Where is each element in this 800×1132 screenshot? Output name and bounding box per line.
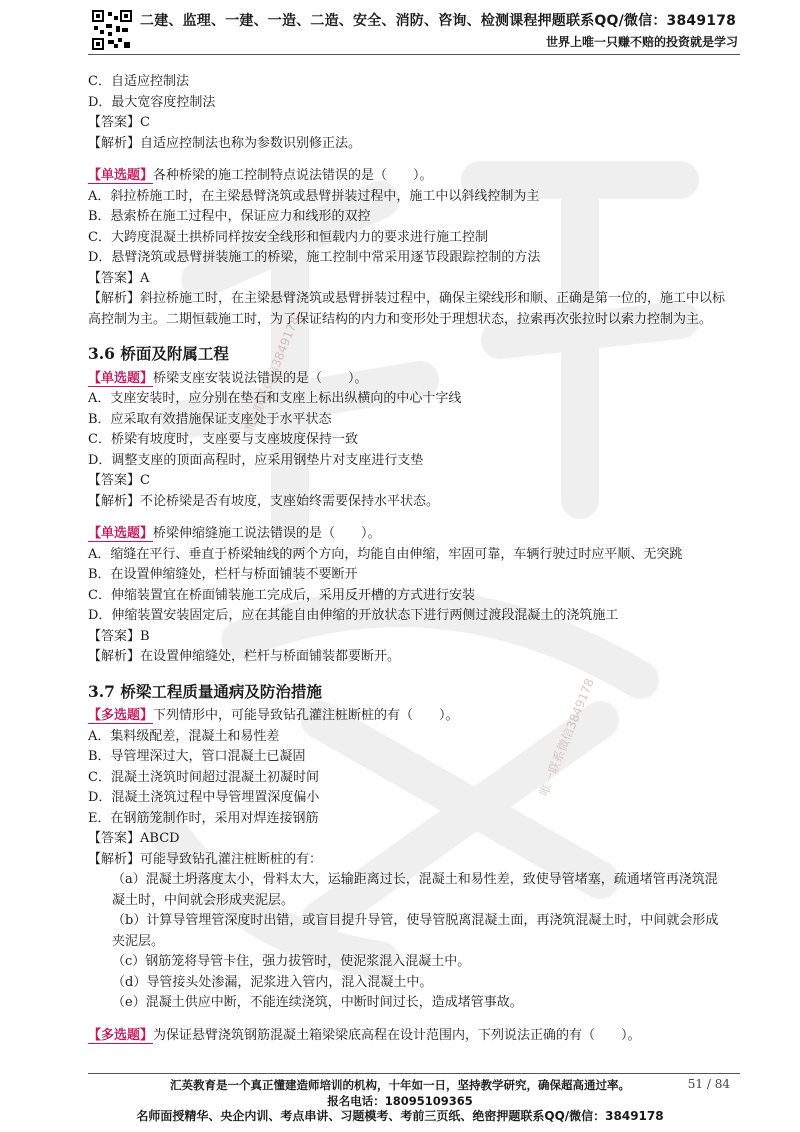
option-d: D．混凝土浇筑过程中导管埋置深度偏小	[88, 790, 320, 805]
answer-line	[88, 113, 728, 134]
watermark-text-left: 唯一联系微信3849178	[241, 314, 302, 436]
question-text: 各种桥梁的施工控制特点说法错误的是（ ）。	[153, 168, 433, 183]
explanation-line	[88, 647, 728, 668]
question-type-tag: 【单选题】	[88, 370, 154, 386]
question-type-tag: 【多选题】	[88, 708, 154, 723]
question-type-tag: 【单选题】	[88, 526, 154, 541]
explanation-text: 自适应控制法也称为参数识别修正法。	[140, 135, 362, 151]
explanation-label: 【解析】	[88, 135, 141, 151]
explanation-label: 【解析】	[88, 493, 141, 509]
option-c: C．伸缩装置宜在桥面铺装施工完成后，采用反开槽的方式进行安装	[88, 587, 475, 603]
footer-divider	[88, 1073, 740, 1074]
option-c: C．桥梁有坡度时，支座要与支座坡度保持一致	[88, 432, 358, 447]
explanation-line	[88, 850, 728, 871]
question-stem	[88, 166, 728, 187]
footer-phone: 报名电话：18095109365	[327, 1094, 473, 1108]
answer-label: 【答案】	[88, 270, 141, 286]
answer-line	[88, 627, 728, 648]
option-b: B．在设置伸缩缝处，栏杆与桥面铺装不要断开	[88, 567, 358, 582]
question-text: 为保证悬臂浇筑钢筋混凝土箱梁梁底高程在设计范围内，下列说法正确的有（ ）。	[153, 1027, 641, 1043]
option-c: C．混凝土浇筑时间超过混凝土初凝时间	[88, 769, 319, 785]
option-e: E．在钢筋笼制作时，采用对焊连接钢筋	[88, 810, 319, 826]
section-heading: 3.7 桥梁工程质量通病及防治措施	[88, 681, 322, 701]
explanation-text: 在设置伸缩缝处，栏杆与桥面铺装都要断开。	[140, 649, 401, 664]
footer-contact: 名师面授精华、央企内训、考点串讲、习题模考、考前三页纸、绝密押题联系QQ/微信：3849178	[136, 1109, 664, 1123]
explanation-item: （e）混凝土供应中断，不能连续浇筑，中断时间过长，造成堵管事故。	[112, 995, 523, 1010]
section-heading: 3.6 桥面及附属工程	[88, 344, 229, 363]
question-stem	[88, 369, 728, 390]
option-d: D．调整支座的顶面高程时，应采用钢垫片对支座进行支垫	[88, 452, 424, 468]
question-text: 下列情形中，可能导致钻孔灌注桩断桩的有（ ）。	[153, 708, 459, 723]
answer-value: B	[140, 628, 150, 644]
explanation-line	[88, 134, 728, 155]
header-divider	[88, 54, 740, 55]
option-d: D．悬臂浇筑或悬臂拼装施工的桥梁，施工控制中常采用逐节段跟踪控制的方法	[88, 250, 541, 265]
option-a: A．集料级配差，混凝土和易性差	[88, 728, 280, 744]
explanation-text: 不论桥梁是否有坡度，支座始终需要保持水平状态。	[140, 493, 440, 509]
document-body	[88, 72, 728, 1046]
explanation-item: （a）混凝土坍落度太小，骨料太大，运输距离过长，混凝土和易性差，致使导管堵塞，疏通堵管再浇筑混凝土时，中间就会形成夹泥层。	[112, 872, 718, 908]
answer-label: 【答案】	[88, 473, 141, 488]
explanation-item: （b）计算导管埋管深度时出错，或盲目提升导管，使导管脱离混凝土面，再浇筑混凝土时，中间就会形成夹泥层。	[112, 913, 719, 949]
footer-slogan: 汇英教育是一个真正懂建造师培训的机构，十年如一日，坚持教学研究，确保超高通过率。	[170, 1078, 630, 1092]
option-b: B．导管埋深过大，管口混凝土已凝固	[88, 749, 306, 764]
question-stem	[88, 524, 728, 545]
question-type-tag: 【单选题】	[88, 168, 154, 183]
option-c: C．自适应控制法	[88, 74, 189, 89]
explanation-line	[88, 492, 728, 513]
page-header	[0, 0, 800, 60]
question-text: 桥梁伸缩缝施工说法错误的是（ ）。	[153, 526, 381, 541]
option-a: A．缩缝在平行、垂直于桥梁轴线的两个方向，均能自由伸缩，牢固可靠，车辆行驶过时应平顺、无突跳	[88, 546, 683, 562]
header-contact-line: 二建、监理、一建、一造、二造、安全、消防、咨询、检测课程押题联系QQ/微信：3849178	[140, 13, 737, 29]
explanation-item: （d）导管接头处渗漏，泥浆进入管内，混入混凝土中。	[112, 974, 433, 990]
answer-line	[88, 471, 728, 492]
answer-label: 【答案】	[88, 831, 141, 846]
question-type-tag: 【多选题】	[88, 1027, 154, 1043]
qr-code-icon	[92, 10, 132, 50]
answer-value: C	[140, 473, 150, 488]
answer-line	[88, 269, 728, 290]
question-text: 桥梁支座安装说法错误的是（ ）。	[153, 370, 368, 386]
answer-value: ABCD	[140, 831, 180, 846]
explanation-paragraph	[88, 289, 728, 330]
option-d: D．最大宽容度控制法	[88, 94, 216, 110]
explanation-item: （c）钢筋笼将导管卡住，强力拔管时，使泥浆混入混凝土中。	[112, 954, 471, 969]
option-a: A．支座安装时，应分别在垫石和支座上标出纵横向的中心十字线	[88, 391, 462, 406]
header-slogan: 世界上唯一只赚不赔的投资就是学习	[545, 35, 738, 49]
option-d: D．伸缩装置安装固定后，应在其能自由伸缩的开放状态下进行两侧过渡段混凝土的浇筑施工	[88, 608, 619, 623]
explanation-text: 斜拉桥施工时，在主梁悬臂浇筑或悬臂拼装过程中，确保主梁线形和顺、正确是第一位的，施工中以标高控制为主。二期恒载施工时，为了保证结构的内力和变形处于理想状态，拉索再次张拉时以索力控制为主。	[88, 291, 726, 327]
explanation-label: 【解析】	[88, 291, 141, 306]
option-c: C．大跨度混凝土拱桥同样按安全线形和恒载内力的要求进行施工控制	[88, 229, 488, 245]
option-b: B．应采取有效措施保证支座处于水平状态	[88, 411, 332, 427]
answer-label: 【答案】	[88, 115, 141, 130]
watermark-text-right: 唯一联系微信3849178	[536, 676, 597, 798]
answer-value: A	[140, 270, 150, 286]
page-number: 51 / 84	[687, 1077, 730, 1091]
question-stem	[88, 1026, 728, 1047]
explanation-text: 可能导致钻孔灌注桩断桩的有：	[140, 851, 323, 867]
answer-line	[88, 829, 728, 850]
question-stem	[88, 706, 728, 727]
answer-label: 【答案】	[88, 628, 141, 644]
option-a: A．斜拉桥施工时，在主梁悬臂浇筑或悬臂拼装过程中，施工中以斜线控制为主	[88, 188, 540, 204]
option-b: B．悬索桥在施工过程中，保证应力和线形的双控	[88, 209, 371, 224]
explanation-label: 【解析】	[88, 851, 141, 867]
explanation-label: 【解析】	[88, 649, 141, 664]
answer-value: C	[140, 115, 150, 130]
